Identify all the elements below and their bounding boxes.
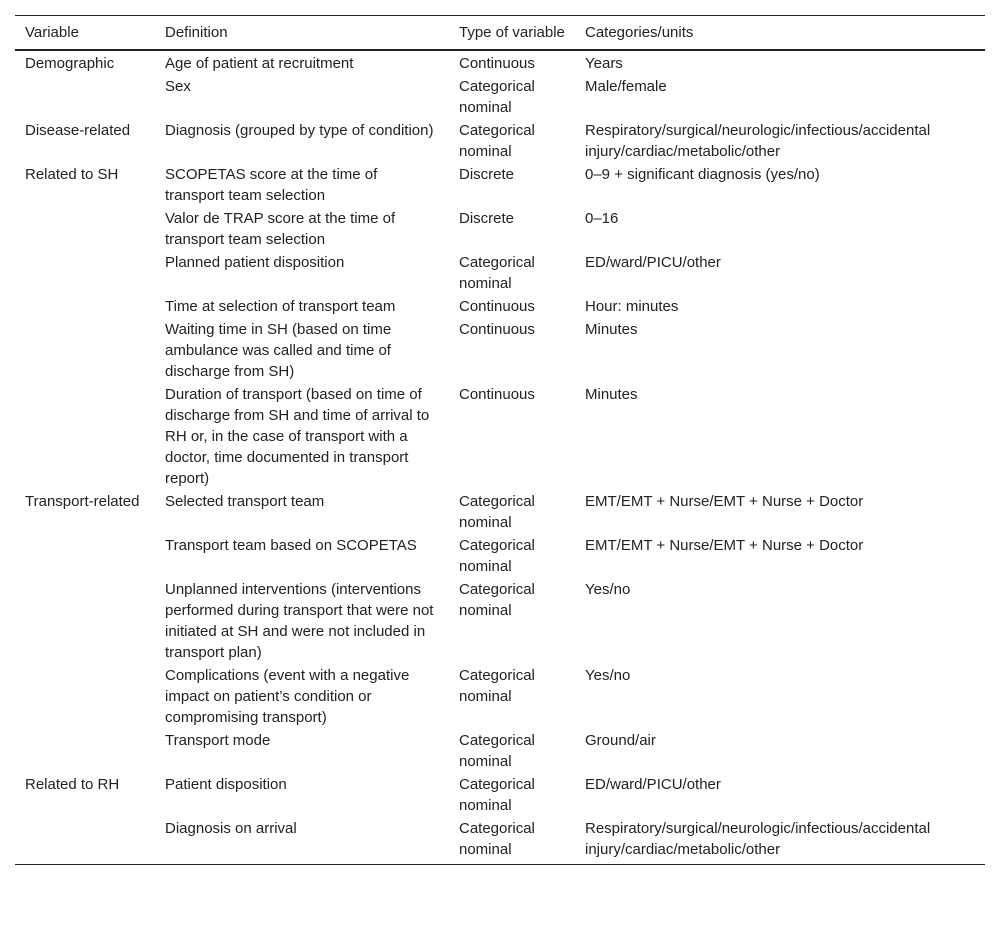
cell-categories: Minutes <box>585 386 638 403</box>
table-row <box>15 490 985 534</box>
cell-type: Discrete <box>459 210 515 227</box>
header-row <box>15 16 985 51</box>
cell-type: Categorical nominal <box>459 667 535 705</box>
variables-table-container <box>15 15 985 865</box>
cell-categories: ED/ward/PICU/other <box>585 254 721 271</box>
cell-categories: Respiratory/surgical/neurologic/infectious/accidental injury/cardiac/metabolic/other <box>585 820 931 858</box>
table-row <box>15 50 985 75</box>
cell-type: Continuous <box>459 386 535 403</box>
table-header <box>15 16 985 51</box>
table-row <box>15 318 985 383</box>
cell-definition: Selected transport team <box>165 493 325 510</box>
cell-definition: Transport team based on SCOPETAS <box>165 537 417 554</box>
cell-categories: EMT/EMT + Nurse/EMT + Nurse + Doctor <box>585 537 864 554</box>
table-row <box>15 773 985 817</box>
cell-definition: Diagnosis on arrival <box>165 820 297 837</box>
cell-categories: Yes/no <box>585 581 631 598</box>
cell-definition: Patient disposition <box>165 776 287 793</box>
cell-type: Continuous <box>459 298 535 315</box>
cell-definition: Diagnosis (grouped by type of condition) <box>165 122 434 139</box>
cell-variable <box>15 534 155 578</box>
cell-variable: Disease-related <box>25 122 131 139</box>
cell-type: Categorical nominal <box>459 537 535 575</box>
cell-variable <box>15 75 155 119</box>
table-body <box>15 50 985 865</box>
cell-type: Continuous <box>459 55 535 72</box>
cell-definition: Age of patient at recruitment <box>165 55 354 72</box>
cell-variable <box>15 251 155 295</box>
cell-type: Categorical nominal <box>459 732 535 770</box>
table-row <box>15 664 985 729</box>
cell-categories: Male/female <box>585 78 667 95</box>
cell-variable <box>15 207 155 251</box>
cell-definition: Unplanned interventions (interventions performed during transport that were not initiated at SH and were not included in transport plan) <box>165 581 434 661</box>
cell-variable: Demographic <box>25 55 115 72</box>
cell-variable <box>15 664 155 729</box>
table-row <box>15 119 985 163</box>
cell-categories: Respiratory/surgical/neurologic/infectious/accidental injury/cardiac/metabolic/other <box>585 122 931 160</box>
cell-type: Categorical nominal <box>459 78 535 116</box>
cell-definition: Time at selection of transport team <box>165 298 396 315</box>
cell-definition: Valor de TRAP score at the time of transport team selection <box>165 210 396 248</box>
cell-categories: Years <box>585 55 623 72</box>
cell-definition: Transport mode <box>165 732 271 749</box>
cell-definition: Complications (event with a negative impact on patient’s condition or compromising transport) <box>165 667 410 726</box>
table-row <box>15 729 985 773</box>
cell-type: Categorical nominal <box>459 820 535 858</box>
cell-variable <box>15 578 155 664</box>
cell-type: Discrete <box>459 166 515 183</box>
cell-categories: ED/ward/PICU/other <box>585 776 721 793</box>
table-row <box>15 251 985 295</box>
cell-definition: Duration of transport (based on time of discharge from SH and time of arrival to RH or, in the case of transport with a doctor, time documented in transport report) <box>165 386 430 487</box>
header-categories-units: Categories/units <box>585 24 694 41</box>
table-row <box>15 817 985 865</box>
cell-definition: Planned patient disposition <box>165 254 345 271</box>
cell-categories: EMT/EMT + Nurse/EMT + Nurse + Doctor <box>585 493 864 510</box>
cell-variable <box>15 383 155 490</box>
cell-categories: Hour: minutes <box>585 298 679 315</box>
variables-table <box>15 15 985 865</box>
cell-type: Categorical nominal <box>459 776 535 814</box>
cell-type: Continuous <box>459 321 535 338</box>
cell-categories: Ground/air <box>585 732 656 749</box>
cell-definition: Sex <box>165 78 191 95</box>
cell-variable <box>15 817 155 865</box>
header-variable: Variable <box>25 24 79 41</box>
cell-type: Categorical nominal <box>459 122 535 160</box>
cell-categories: Minutes <box>585 321 638 338</box>
header-definition: Definition <box>165 24 228 41</box>
cell-categories: Yes/no <box>585 667 631 684</box>
header-type-of-variable: Type of variable <box>459 24 565 41</box>
table-row <box>15 534 985 578</box>
cell-categories: 0‒9 + significant diagnosis (yes/no) <box>585 166 820 183</box>
table-row <box>15 163 985 207</box>
cell-variable <box>15 318 155 383</box>
cell-variable <box>15 729 155 773</box>
table-row <box>15 295 985 318</box>
cell-type: Categorical nominal <box>459 493 535 531</box>
table-row <box>15 207 985 251</box>
cell-variable: Related to SH <box>25 166 119 183</box>
cell-type: Categorical nominal <box>459 581 535 619</box>
cell-variable: Transport-related <box>25 493 140 510</box>
table-row <box>15 578 985 664</box>
cell-type: Categorical nominal <box>459 254 535 292</box>
cell-definition: SCOPETAS score at the time of transport team selection <box>165 166 378 204</box>
cell-categories: 0‒16 <box>585 210 619 227</box>
table-row <box>15 75 985 119</box>
cell-variable <box>15 295 155 318</box>
table-row <box>15 383 985 490</box>
cell-definition: Waiting time in SH (based on time ambulance was called and time of discharge from SH) <box>165 321 392 380</box>
cell-variable: Related to RH <box>25 776 120 793</box>
